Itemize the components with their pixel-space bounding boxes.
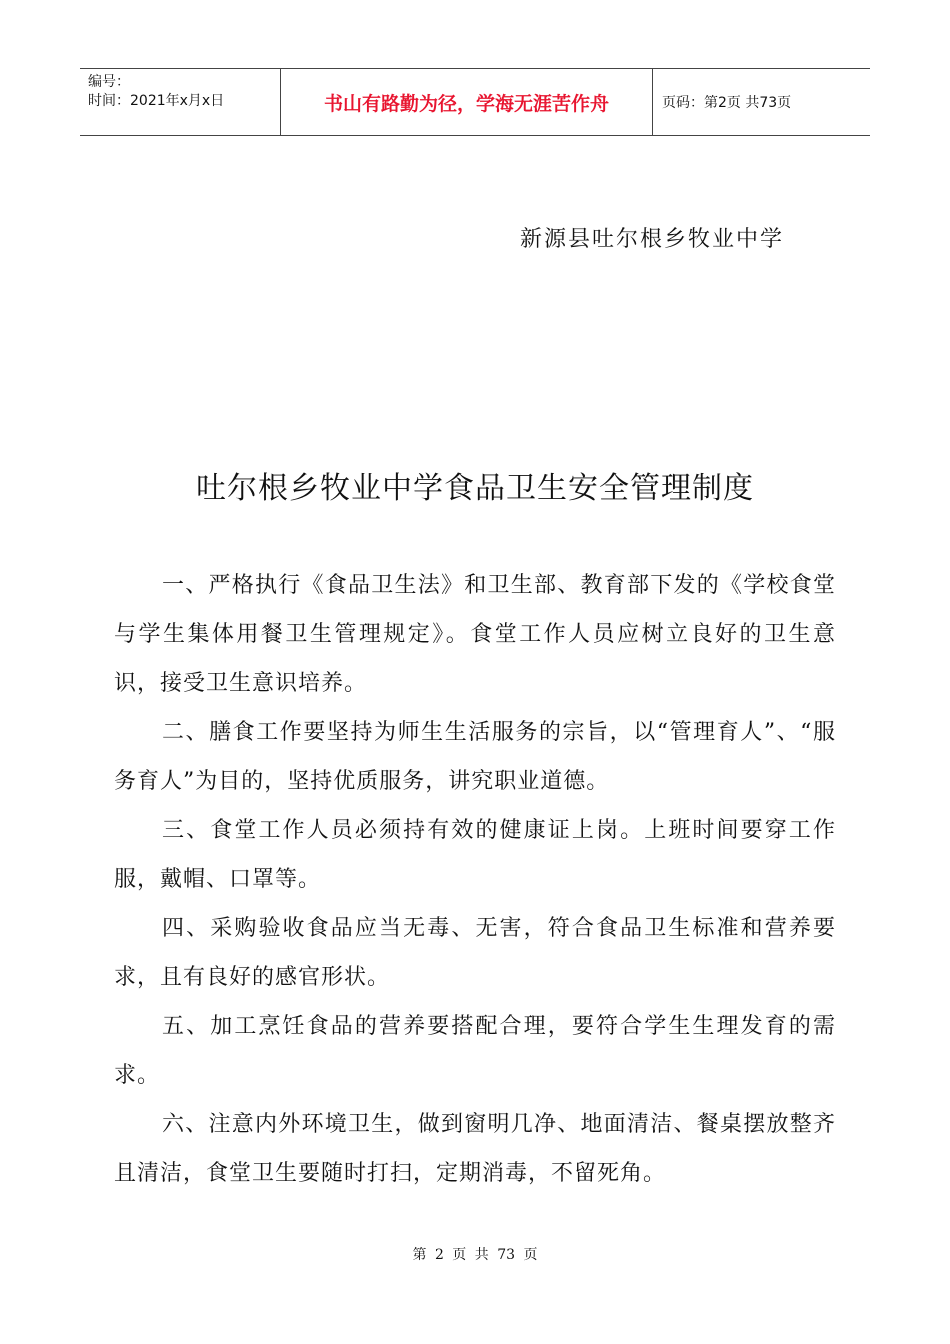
header-number-label: 编号： bbox=[88, 74, 130, 90]
header-time-label: 时间：2021年x月x日 bbox=[88, 93, 225, 109]
paragraph: 六、注意内外环境卫生，做到窗明几净、地面清洁、餐桌摆放整齐且清洁，食堂卫生要随时打扫，定期消毒，不留死角。 bbox=[114, 1112, 836, 1186]
paragraph: 二、膳食工作要坚持为师生生活服务的宗旨，以“管理育人”、“服务育人”为目的，坚持优质服务，讲究职业道德。 bbox=[114, 720, 836, 794]
document-title: 吐尔根乡牧业中学食品卫生安全管理制度 bbox=[196, 471, 754, 506]
header-page-info: 页码：第2页 共73页 bbox=[662, 95, 792, 111]
header-meta bbox=[80, 69, 281, 135]
page-header bbox=[80, 68, 870, 136]
paragraph: 四、采购验收食品应当无毒、无害，符合食品卫生标准和营养要求，且有良好的感官形状。 bbox=[114, 916, 836, 990]
header-motto: 书山有路勤为径，学海无涯苦作舟 bbox=[281, 69, 653, 135]
paragraph: 五、加工烹饪食品的营养要搭配合理，要符合学生生理发育的需求。 bbox=[114, 1014, 836, 1088]
paragraph: 三、食堂工作人员必须持有效的健康证上岗。上班时间要穿工作服，戴帽、口罩等。 bbox=[114, 818, 836, 892]
school-name: 新源县吐尔根乡牧业中学 bbox=[520, 227, 785, 252]
document-body bbox=[114, 561, 836, 1198]
paragraph: 一、严格执行《食品卫生法》和卫生部、教育部下发的《学校食堂与学生集体用餐卫生管理规定》。食堂工作人员应树立良好的卫生意识，接受卫生意识培养。 bbox=[114, 573, 836, 696]
page-footer: 第 2 页 共 73 页 bbox=[412, 1247, 538, 1263]
